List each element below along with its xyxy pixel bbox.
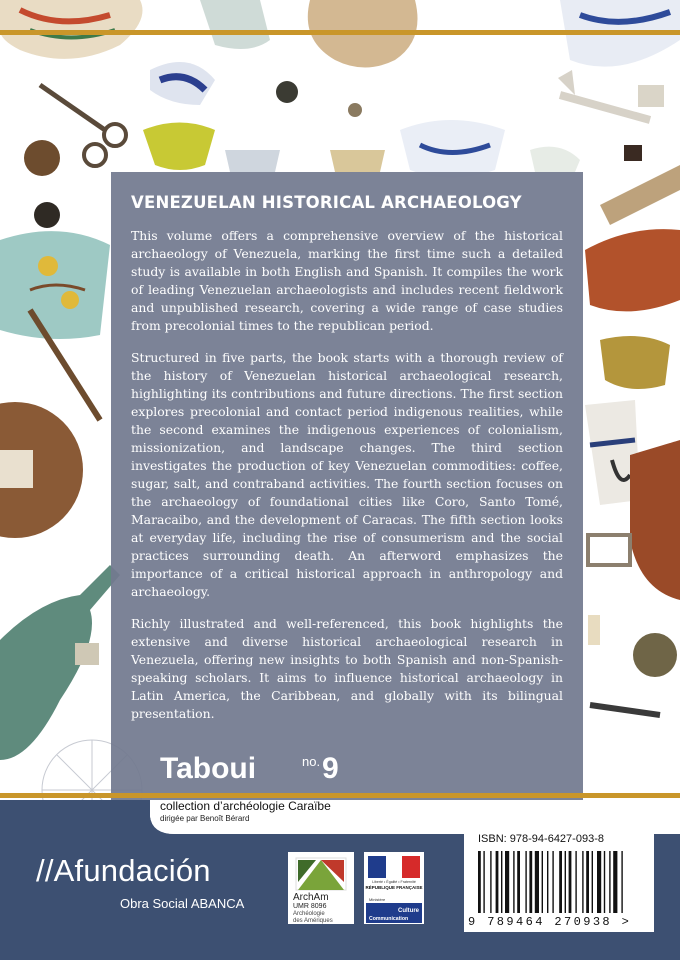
archam-name: ArchAm xyxy=(293,892,329,903)
series-no-label: no. xyxy=(302,754,321,769)
gold-rule-top xyxy=(0,30,680,35)
rf-ministere: Ministère xyxy=(369,897,386,902)
barcode-digits: 9 789464 270938 > xyxy=(468,915,632,929)
delft-bowl xyxy=(400,120,505,178)
book-title: VENEZUELAN HISTORICAL ARCHAEOLOGY xyxy=(131,193,522,212)
series-number: 9 xyxy=(322,752,339,785)
publisher-name-bold: sidestone xyxy=(466,807,541,824)
gold-rule-bottom xyxy=(0,793,680,798)
publisher-logo xyxy=(466,807,580,825)
rf-name: RÉPUBLIQUE FRANÇAISE xyxy=(365,885,423,890)
afundacion-subtitle: Obra Social ABANCA xyxy=(120,896,245,911)
blurb-paragraph-1: This volume offers a comprehensive overview of the historical archaeology of Venezuela, marking the first time such a detailed study is available in both English and Spanish. It compiles the work of leading Venezuelan archaeologists and includes recent fieldwork and unpublished research, covering a wide range of case studies from precolonial times to the republican period. xyxy=(131,228,563,333)
blurb-paragraph-3: Richly illustrated and well-referenced, this book highlights the extensive and diverse historical archaeological research in Venezuela, offering new insights to both Spanish and non-Spanish-speaking scholars. It aims to influence historical archaeology in Latin America, the Caribbean, and globally with its bilingual presentation. xyxy=(131,616,563,721)
series-director: dirigée par Benoît Bérard xyxy=(160,814,250,823)
archam-sub-2: des Amériques xyxy=(293,918,333,924)
red-sherd xyxy=(585,229,680,311)
rf-communication: Communication xyxy=(369,916,409,922)
collection-name: collection d’archéologie Caraïbe xyxy=(160,799,331,813)
clay-pipe xyxy=(560,95,650,120)
glass-bottle-top xyxy=(200,0,270,49)
iron-scissors xyxy=(40,85,105,130)
rf-motto: Liberté • Égalité • Fraternité xyxy=(372,880,416,884)
afundacion-logo: //Afundación xyxy=(36,853,211,888)
isbn-label: ISBN: 978-94-6427-093-8 xyxy=(478,833,604,845)
rf-culture: Culture xyxy=(398,908,419,914)
blue-sherd xyxy=(150,62,215,105)
archam-sub-1: Archéologie xyxy=(293,911,325,917)
archam-logo xyxy=(288,852,354,924)
republique-francaise-logo xyxy=(364,852,424,924)
blurb-paragraph-2: Structured in five parts, the book starts with a thorough review of the history of Venezuelan historical archaeological research, highlighting its contributions and future directions. The first section explores precolonial and contact period indigenous realities, while the second examines the indigenous experiences of colonialism, missionization, and landscape changes. The third section investigates the production of key Venezuelan commodities: coffee, sugar, salt, and contraband activities. The fourth section focuses on the archaeology of foundational cities like Coro, Santo Tomé, Maracaibo, and the development of Caracas. The fifth section looks at everyday life, including the rise of consumerism and the social practices surrounding death. An afterword emphasizes the importance of a critical historical approach in anthropology and archaeology. xyxy=(131,350,563,599)
green-bottle xyxy=(0,565,120,760)
publisher-name-light: press xyxy=(540,807,580,824)
series-name: Taboui xyxy=(160,752,257,785)
copper-coin xyxy=(24,140,60,176)
green-glazed-cup xyxy=(143,123,215,171)
archam-umr: UMR 8096 xyxy=(293,903,327,910)
red-bowl xyxy=(630,440,680,600)
stamped-sherd xyxy=(600,336,670,389)
blurb xyxy=(131,227,563,737)
